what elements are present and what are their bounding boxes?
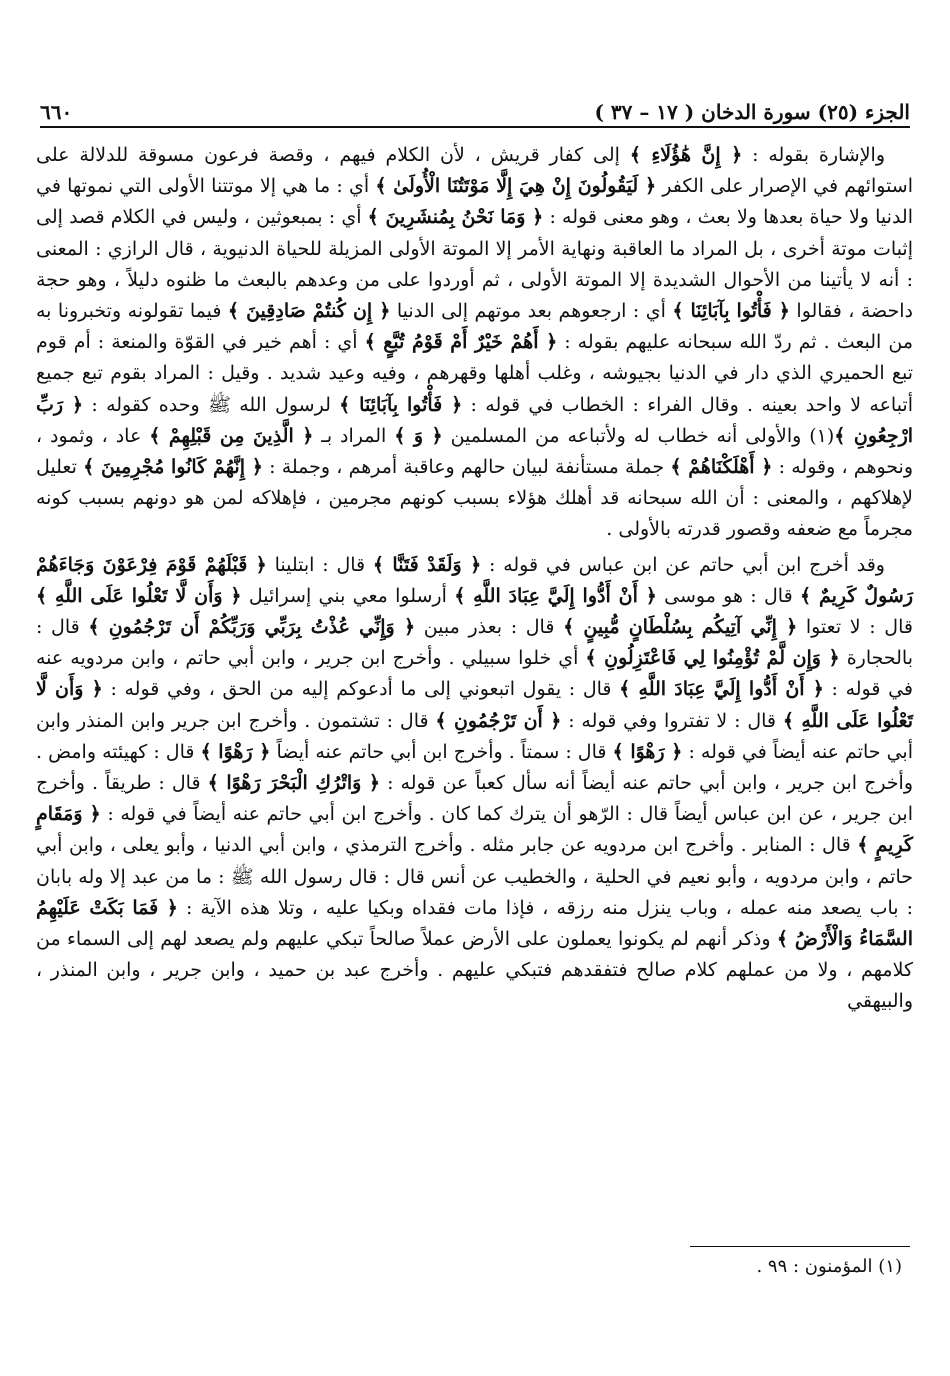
quran-quote: ﴿ أَن تَرْجُمُونِ ﴾ [435, 709, 562, 732]
text-segment: جملة مستأنفة لبيان حالهم وعاقبة أمرهم ، وجملة : [262, 456, 671, 479]
footnote: (١) المؤمنون : ٩٩ . [756, 1256, 902, 1277]
quran-quote: ﴿ لَيَقُولُونَ إِنْ هِيَ إِلَّا مَوْتَتُنَا الْأُولَىٰ ﴾ [375, 175, 657, 198]
quran-quote: ﴿ وَمَا نَحْنُ بِمُنشَرِينَ ﴾ [367, 206, 544, 229]
page-number: ٦٦٠ [40, 100, 73, 124]
quran-quote: ﴿ إِنَّ هَٰؤُلَاءِ ﴾ [629, 144, 743, 166]
text-segment: أرسلوا معي بني إسرائيل [241, 584, 455, 607]
text-segment: قال : يقول اتبعوني إلى ما أدعوكم إليه من الحق ، وفي قوله : [102, 678, 620, 701]
quran-quote: ﴿ وَاتْرُكِ الْبَحْرَ رَهْوًا ﴾ [207, 772, 381, 795]
quran-quote: ﴿ إِنِّي آتِيكُم بِسُلْطَانٍ مُّبِينٍ ﴾ [563, 616, 798, 639]
text-segment: أي : بمبعوثين ، وليس في الكلام قصد إلى إثبات موتة أخرى ، بل المراد ما العاقبة ونهاية الأمر إلا الموتة الأولى المزيلة للحياة الدنيوية ، قال الرازي : المعنى : أنه لا يأتينا من الأحوال الشديدة إلا الموتة الأولى ، ثم أوردوا على من وعدهم بالبعث ما ظنوه دليلاً ، وهو حجة داحضة ، فقالوا [36, 206, 913, 323]
quran-quote: ﴿ فَأْتُوا بِآبَائِنَا ﴾ [339, 393, 463, 416]
text-segment: وقد أخرج ابن أبي حاتم عن ابن عباس في قوله : [481, 553, 885, 576]
running-title: الجزء (٢٥) سورة الدخان ( ١٧ – ٣٧ ) [594, 100, 910, 124]
quran-quote: ﴿ وَمَقَامٍ كَرِيمٍ ﴾ [36, 803, 914, 857]
page-body [36, 140, 913, 1018]
quran-quote: ﴿ وَأَن لَّا تَعْلُوا عَلَى اللَّهِ ﴾ [36, 584, 242, 607]
quran-quote: ﴿ وَأَن لَّا تَعْلُوا عَلَى اللَّهِ ﴾ [36, 678, 914, 732]
quran-quote: ﴿ رَهْوًا ﴾ [200, 740, 271, 763]
text-segment: قال : سمتاً . وأخرج ابن أبي حاتم عنه أيضاً [270, 740, 613, 763]
text-segment: قال : كهيئته وامض . وأخرج ابن جرير ، وابن أبي حاتم عنه أيضاً أنه سأل كعباً عن قوله : [36, 740, 914, 795]
text-segment: لرسول الله ﷺ وحده كقوله : [83, 393, 340, 416]
text-segment: والإشارة بقوله : [742, 144, 886, 166]
quran-quote: ﴿ وَإِن لَّمْ تُؤْمِنُوا لِي فَاعْتَزِلُونِ ﴾ [585, 647, 840, 670]
text-segment: قال : تشتمون . وأخرج ابن جرير وابن المنذر وابن أبي حاتم عنه أيضاً في قوله : [36, 709, 913, 763]
quran-quote: ﴿ إِن كُنتُمْ صَادِقِينَ ﴾ [227, 300, 391, 323]
quran-quote: ﴿ رَهْوًا ﴾ [612, 740, 683, 763]
quran-quote: ﴿ إِنَّهُمْ كَانُوا مُجْرِمِينَ ﴾ [83, 456, 263, 479]
text-segment: أي : أهم خير في القوّة والمنعة : أم قوم تبع الحميري الذي دار في الدنيا بجيوشه ، وغلب أهلها وقهرهم ، وفيه وعيد شديد . وقيل : المراد بقوم تبع جميع أتباعه لا واحد بعينه . وقال الفراء : الخطاب في قوله : [36, 331, 913, 416]
quran-quote: ﴿ رَبِّ ارْجِعُونِ ﴾ [36, 393, 914, 447]
quran-quote: ﴿ أَنْ أَدُّوا إِلَيَّ عِبَادَ اللَّهِ ﴾ [454, 584, 657, 607]
quran-quote: ﴿ الَّذِينَ مِن قَبْلِهِمْ ﴾ [149, 424, 314, 447]
text-segment: أي خلوا سبيلي . وأخرج ابن جرير ، وابن أبي حاتم ، وابن مردويه عنه في قوله : [36, 647, 914, 701]
page-header [40, 90, 910, 124]
text-segment: المراد بـ [313, 424, 395, 447]
text-segment: وذكر أنهم لم يكونوا يعملون على الأرض عملاً صالحاً تبكي عليهم ولم يصعد لهم إلى السماء من كلامهم ، ولا من عملهم كلام صالح فتفقدهم فتبكي عليهم . وأخرج عبد بن حميد ، وابن جرير ، وابن المنذر ، والبيهقي [36, 928, 913, 1013]
quran-quote: ﴿ فَأْتُوا بِآبَائِنَا ﴾ [672, 300, 790, 323]
quran-quote: ﴿ قَبْلَهُمْ قَوْمَ فِرْعَوْنَ وَجَاءَهُمْ رَسُولٌ كَرِيمٌ ﴾ [36, 553, 914, 607]
quran-quote: ﴿ وَإِنِّي عُذْتُ بِرَبِّي وَرَبِّكُمْ أَن تَرْجُمُونِ ﴾ [88, 616, 416, 639]
text-segment: أي : ارجعوهم بعد موتهم إلى الدنيا [390, 300, 673, 323]
quran-quote: ﴿ أَهْلَكْنَاهُمْ ﴾ [670, 456, 773, 479]
text-segment: تعليل لإهلاكهم ، والمعنى : أن الله سبحانه قد أهلك هؤلاء بسبب كونهم مجرمين ، فإهلاكه لمن هو دونهم بسبب كونه مجرماً مع ضعفه وقصور قدرته بالأولى . [36, 456, 913, 541]
text-segment: قال : هو موسى [656, 584, 800, 607]
text-segment: قال : بعذر مبين [415, 616, 564, 639]
footnote-rule [690, 1246, 910, 1247]
text-segment: قال : بالحجارة [36, 616, 914, 670]
quran-quote: ﴿ أَنْ أَدُّوا إِلَيَّ عِبَادَ اللَّهِ ﴾ [619, 678, 824, 701]
text-segment: قال : لا تفتروا وفي قوله : [561, 709, 783, 732]
text-segment: قال : المنابر . وأخرج ابن مردويه عن جابر مثله . وأخرج الترمذي ، وابن أبي الدنيا ، وأبو يعلى ، وابن أبي حاتم ، وابن مردويه ، وأبو نعيم في الحلية ، والخطيب عن أنس قال : قال رسول الله ﷺ : ما من عبد إلا وله بابان : باب يصعد منه عمله ، وباب ينزل منه رزقه ، فإذا مات فقداه وبكيا عليه ، وتلا هذه الآية : [36, 834, 913, 919]
text-segment: قال : ابتلينا [266, 553, 373, 576]
paragraph-2 [36, 550, 913, 1018]
quran-quote: ﴿ فَمَا بَكَتْ عَلَيْهِمُ السَّمَاءُ وَالْأَرْضُ ﴾ [36, 896, 913, 951]
text-segment: أي : ما هي إلا موتتنا الأولى التي نموتها في الدنيا ولا حياة بعدها ولا بعث ، وهو معنى قوله : [36, 175, 913, 229]
text-segment: قال : لا تعتوا [797, 616, 913, 639]
quran-quote: ﴿ وَلَقَدْ فَتَنَّا ﴾ [372, 553, 482, 576]
text-segment: فيما تقولونه وتخبرونا به من البعث . ثم ردّ الله سبحانه عليهم بقوله : [36, 300, 913, 354]
text-segment: عاد ، وثمود ، ونحوهم ، وقوله : [36, 424, 914, 479]
quran-quote: ﴿ وَ ﴾ [394, 424, 443, 447]
text-segment: إلى كفار قريش ، لأن الكلام فيهم ، وقصة فرعون مسوقة للدلالة على استوائهم في الإصرار على الكفر [36, 144, 913, 198]
text-segment: (١) والأولى أنه خطاب له ولأتباعه من المسلمين [442, 424, 835, 447]
header-rule [40, 126, 910, 128]
quran-quote: ﴿ أَهُمْ خَيْرٌ أَمْ قَوْمُ تُبَّعٍ ﴾ [364, 331, 558, 354]
text-segment: قال : طريقاً . وأخرج ابن جرير ، عن ابن عباس أيضاً قال : الرّهو أن يترك كما كان . وأخرج ابن أبي حاتم عنه أيضاً في قوله : [36, 772, 913, 826]
paragraph-1 [36, 140, 913, 546]
